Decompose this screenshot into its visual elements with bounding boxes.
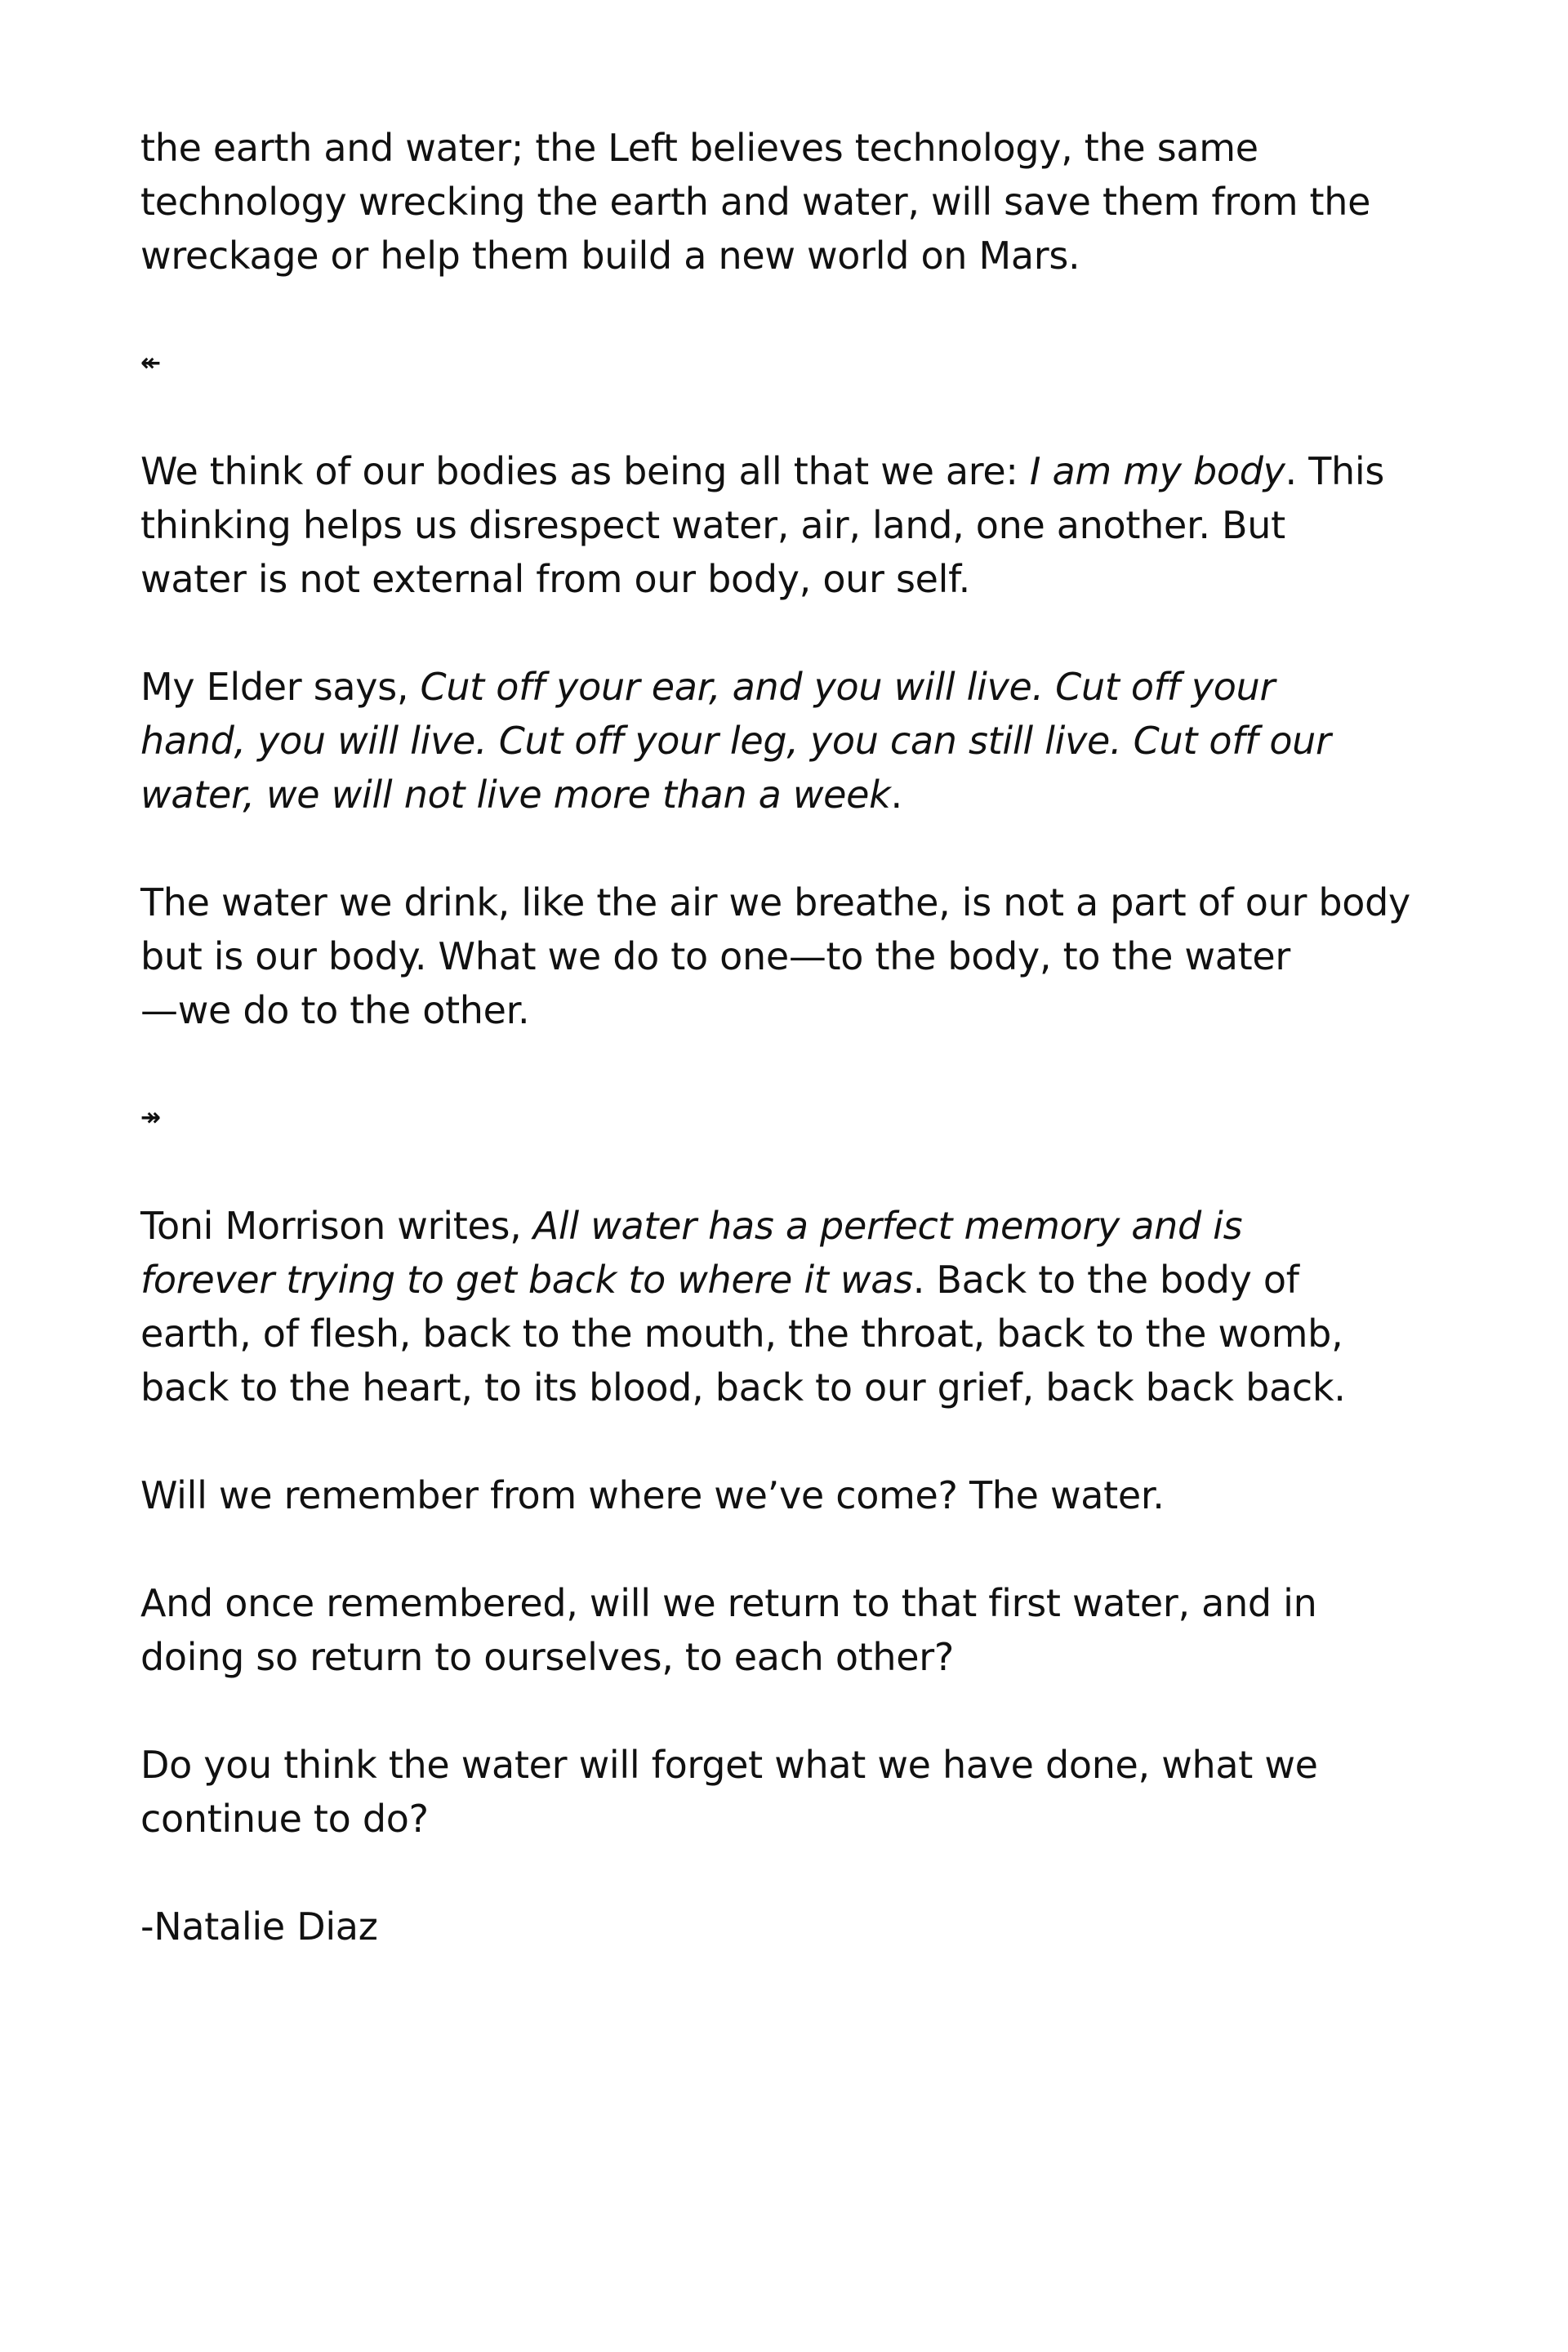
text-run: . Back to the body of — [912, 1258, 1299, 1302]
text-line: technology wrecking the earth and water, will save them from the — [140, 180, 1371, 224]
text-run: . This — [1285, 449, 1384, 493]
text-line: thinking helps us disrespect water, air, land, one another. But — [140, 503, 1285, 547]
text-line: Will we remember from where we’ve come? The water. — [140, 1473, 1165, 1517]
paragraph-technology — [140, 121, 1414, 283]
text-line: hand, you will live. Cut off your leg, you can still live. Cut off our — [140, 719, 1331, 763]
text-run: We think of our bodies as being all that we are: — [140, 449, 1030, 493]
text-line: the earth and water; the Left believes technology, the same — [140, 126, 1258, 170]
text-run: My Elder says, — [140, 665, 421, 709]
text-line — [140, 660, 1414, 714]
text-line: earth, of flesh, back to the mouth, the throat, back to the womb, — [140, 1312, 1343, 1356]
text-line: wreckage or help them build a new world on Mars. — [140, 234, 1080, 278]
text-line — [140, 444, 1414, 498]
text-line: The water we drink, like the air we breathe, is not a part of our body — [140, 880, 1410, 924]
paragraph-forget — [140, 1738, 1414, 1846]
text-line: And once remembered, will we return to that first water, and in — [140, 1581, 1317, 1625]
paragraph-elder — [140, 660, 1414, 822]
text-line: continue to do? — [140, 1797, 429, 1841]
italic-quote: All water has a perfect memory and is — [532, 1204, 1243, 1248]
text-line: back to the heart, to its blood, back to our grief, back back back. — [140, 1365, 1346, 1410]
text-line — [140, 1253, 1414, 1307]
text-line: -Natalie Diaz — [140, 1904, 378, 1949]
text-line — [140, 1199, 1414, 1253]
italic-quote: Cut off your ear, and you will live. Cut off your — [420, 665, 1276, 709]
italic-quote: water, we will not live more than a week — [140, 773, 891, 817]
section-separator-right-arrow: ↠ — [140, 1103, 161, 1132]
text-line: Do you think the water will forget what we have done, what we — [140, 1743, 1318, 1787]
italic-quote: I am my body — [1029, 449, 1285, 493]
paragraph-bodies — [140, 444, 1414, 606]
section-separator-left-arrow: ↞ — [140, 349, 161, 377]
text-line: doing so return to ourselves, to each other? — [140, 1635, 955, 1679]
italic-quote: forever trying to get back to where it was — [140, 1258, 913, 1302]
author-signature — [140, 1900, 1414, 1953]
paragraph-return — [140, 1576, 1414, 1684]
text-line — [140, 768, 1414, 822]
text-line: but is our body. What we do to one—to the body, to the water — [140, 934, 1290, 978]
paragraph-morrison — [140, 1199, 1414, 1414]
text-run: Toni Morrison writes, — [140, 1204, 533, 1248]
text-line: —we do to the other. — [140, 988, 530, 1032]
document-page — [140, 121, 1414, 2007]
text-line: water is not external from our body, our self. — [140, 557, 970, 601]
paragraph-water-body — [140, 875, 1414, 1037]
text-run: . — [890, 773, 902, 817]
paragraph-remember — [140, 1468, 1414, 1522]
